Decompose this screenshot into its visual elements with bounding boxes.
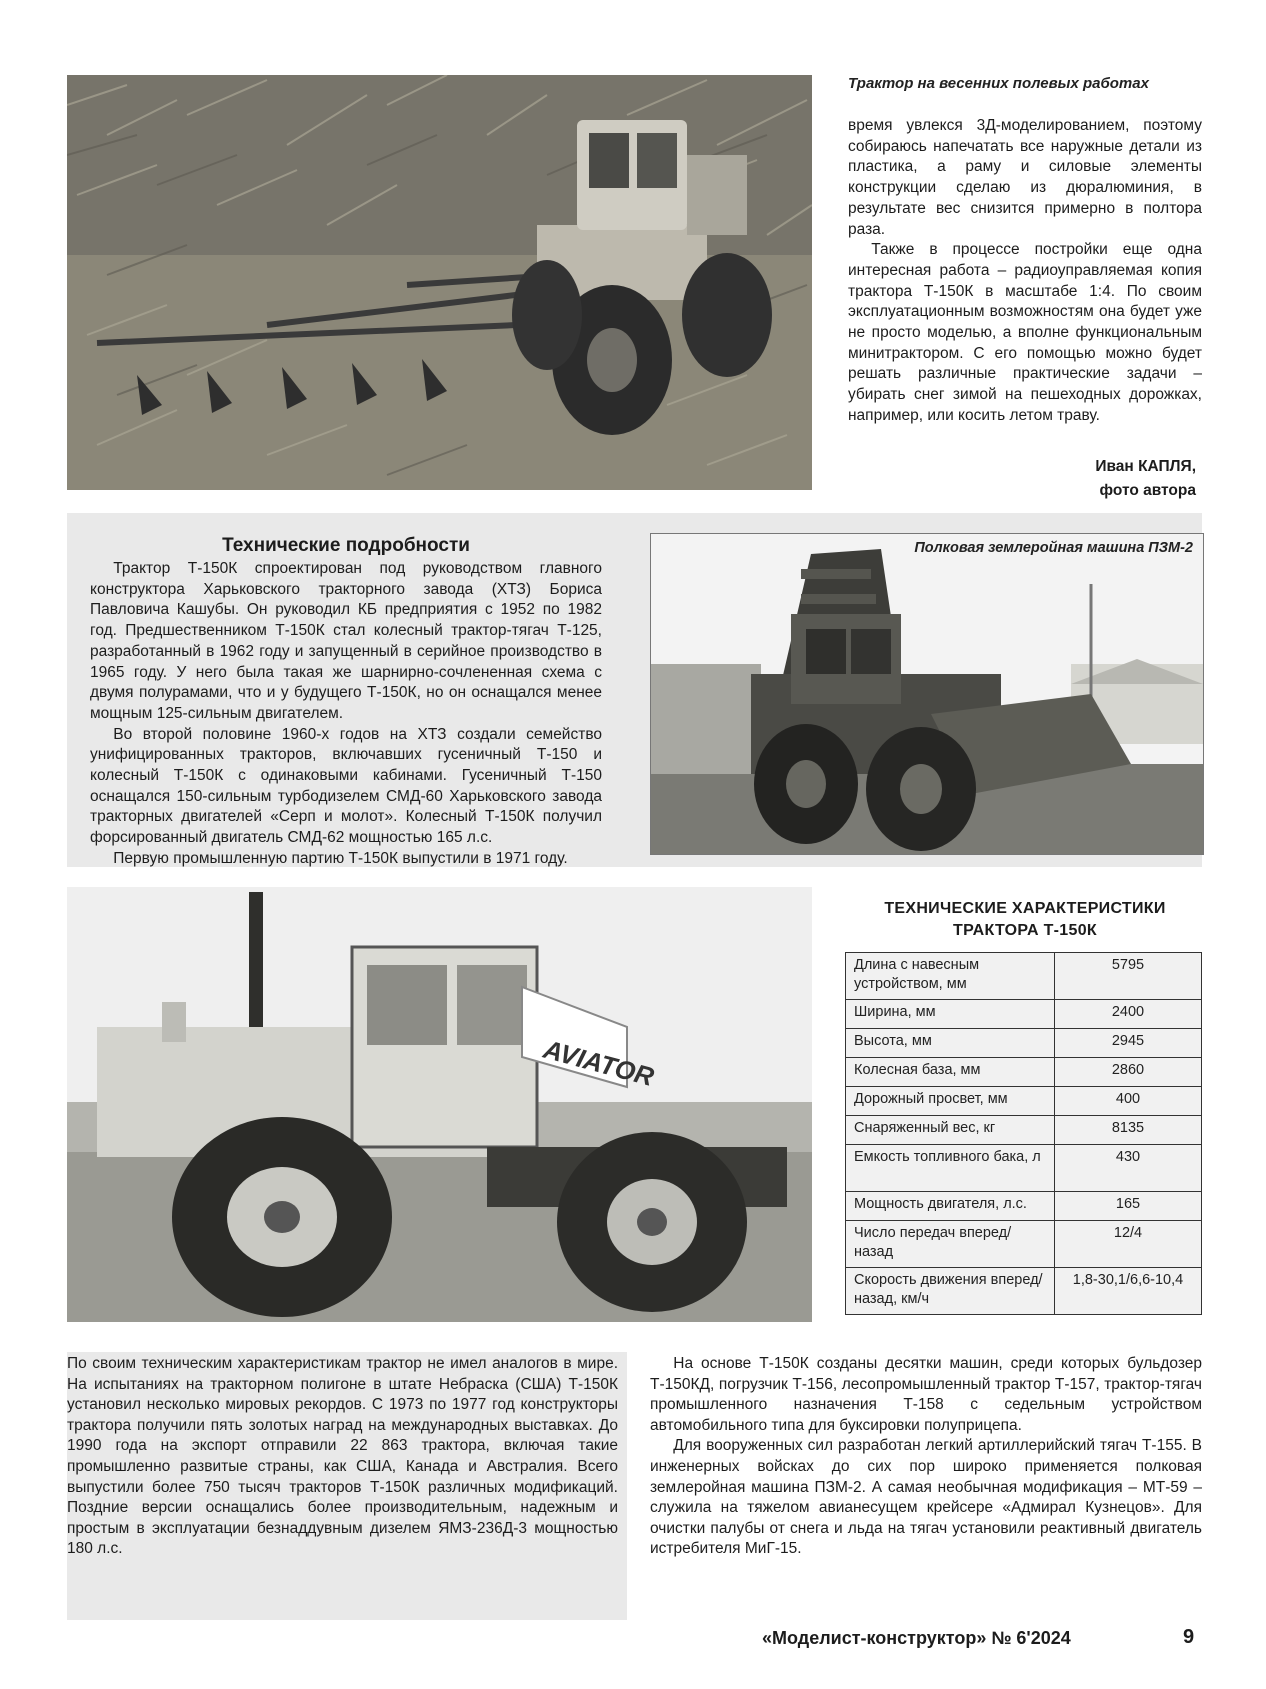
spec-value: 1,8-30,1/6,6-10,4	[1055, 1268, 1202, 1315]
paragraph: На основе Т-150К созданы десятки машин, среди которых бульдозер Т-150КД, погрузчик Т-156, лесопромышленный трактор Т-157, трактор-тягач промышленного назначения Т-158 с седельным устройством автомобильного типа для буксировки полуприцепа.	[650, 1355, 1202, 1434]
spec-label: Длина с навесным устройством, мм	[846, 953, 1055, 1000]
spec-value: 5795	[1055, 953, 1202, 1000]
spec-label: Ширина, мм	[846, 1000, 1055, 1029]
bottom-right-column	[650, 1354, 1202, 1560]
author-byline	[1095, 455, 1196, 503]
spec-label: Скорость движения вперед/назад, км/ч	[846, 1268, 1055, 1315]
spec-label: Дорожный просвет, мм	[846, 1087, 1055, 1116]
spec-row	[846, 1029, 1202, 1058]
spec-value: 165	[1055, 1192, 1202, 1221]
spec-table	[845, 952, 1202, 1315]
tech-details-column	[90, 559, 602, 870]
spec-label: Высота, мм	[846, 1029, 1055, 1058]
spec-value: 12/4	[1055, 1221, 1202, 1268]
spec-value: 400	[1055, 1087, 1202, 1116]
spec-value: 430	[1055, 1145, 1202, 1192]
spec-row	[846, 1000, 1202, 1029]
aviator-banner-text: AVIATOR	[540, 1033, 658, 1092]
spec-row	[846, 1221, 1202, 1268]
spec-row	[846, 953, 1202, 1000]
spec-value: 2400	[1055, 1000, 1202, 1029]
top-right-column	[848, 116, 1202, 427]
bottom-left-column	[67, 1354, 618, 1560]
spec-title-line: ТРАКТОРА Т-150К	[953, 922, 1097, 939]
pzm2-photo	[650, 533, 1204, 855]
spec-label: Мощность двигателя, л.с.	[846, 1192, 1055, 1221]
paragraph: Также в процессе постройки еще одна интересная работа – радиоуправляемая копия трактора Т-150К в масштабе 1:4. По своим эксплуатационным возможностям она будет уже не просто моделью, а вполне функциональным минитрактором. С его помощью можно будет решать различные практические задачи – убирать снег зимой на пешеходных дорожках, например, или косить летом траву.	[848, 241, 1202, 424]
paragraph: Первую промышленную партию Т-150К выпустили в 1971 году.	[113, 849, 568, 867]
spec-label: Снаряженный вес, кг	[846, 1116, 1055, 1145]
spec-value: 2945	[1055, 1029, 1202, 1058]
spec-value: 8135	[1055, 1116, 1202, 1145]
spec-value: 2860	[1055, 1058, 1202, 1087]
spec-row	[846, 1087, 1202, 1116]
pzm2-photo-caption: Полковая землеройная машина ПЗМ-2	[914, 540, 1193, 556]
spec-title-line: ТЕХНИЧЕСКИЕ ХАРАКТЕРИСТИКИ	[884, 900, 1166, 917]
photo-credit: фото автора	[1099, 482, 1196, 499]
top-photo-caption: Трактор на весенних полевых работах	[848, 75, 1149, 92]
spec-row	[846, 1268, 1202, 1315]
paragraph: время увлекся 3Д-моделированием, поэтому собираюсь напечатать все наружные детали из пластика, а раму и силовые элементы конструкции сделаю из дюралюминия, в результате вес снизится примерно в полтора раза.	[848, 117, 1202, 238]
tech-details-heading: Технические подробности	[222, 535, 470, 556]
spec-row	[846, 1145, 1202, 1192]
spec-label: Колесная база, мм	[846, 1058, 1055, 1087]
spec-table-title	[845, 898, 1205, 942]
spec-label: Емкость топливного бака, л	[846, 1145, 1055, 1192]
tractor-field-photo	[67, 75, 812, 490]
paragraph: Трактор Т-150К спроектирован под руководством главного конструктора Харьковского тракторного завода (ХТЗ) Бориса Павловича Кашубы. Он руководил КБ предприятия с 1952 по 1982 год. Предшественником Т-150К стал колесный трактор-тягач Т-125, разработанный в 1962 году и запущенный в серийное производство в 1965 году. У него была такая же шарнирно-сочлененная схема с двумя полурамами, что и у будущего Т-150К, но он оснащался менее мощным 125-сильным двигателем.	[90, 560, 602, 722]
magazine-footer: «Моделист-конструктор» № 6'2024	[762, 1628, 1071, 1648]
spec-label: Число передач вперед/назад	[846, 1221, 1055, 1268]
spec-row	[846, 1116, 1202, 1145]
t150k-side-photo	[67, 887, 812, 1322]
spec-row	[846, 1058, 1202, 1087]
page-number: 9	[1183, 1626, 1195, 1648]
author-name: Иван КАПЛЯ,	[1095, 458, 1196, 475]
spec-row	[846, 1192, 1202, 1221]
paragraph: Для вооруженных сил разработан легкий артиллерийский тягач Т-155. В инженерных войсках до сих пор широко применяется полковая землеройная машина ПЗМ-2. А самая необычная модификация – МТ-59 – служила на тяжелом авианесущем крейсере «Адмирал Кузнецов». Для очистки палубы от снега и льда на тягач установили реактивный двигатель истребителя МиГ-15.	[650, 1437, 1202, 1558]
paragraph: Во второй половине 1960-х годов на ХТЗ создали семейство унифицированных тракторов, включавших гусеничный Т-150 и колесный Т-150К с одинаковыми кабинами. Гусеничный Т-150 оснащался 150-сильным турбодизелем СМД-60 Харьковского завода тракторных двигателей «Серп и молот». Колесный Т-150К получил форсированный двигатель СМД-62 мощностью 165 л.с.	[90, 725, 602, 847]
paragraph: По своим техническим характеристикам трактор не имел аналогов в мире. На испытаниях на тракторном полигоне в штате Небраска (США) Т-150К установил несколько мировых рекордов. С 1973 по 1977 год конструкторы трактора получили пять золотых наград на международных выставках. До 1990 года на экспорт отправили 22 863 трактора, включая такие промышленно развитые страны, как США, Канада и Австралия. Всего выпустили более 750 тысяч тракторов Т-150К различных модификаций. Поздние версии оснащались более производительным, надежным и простым в эксплуатации безнаддувным дизелем ЯМЗ-236Д-3 мощностью 180 л.с.	[67, 1355, 618, 1558]
